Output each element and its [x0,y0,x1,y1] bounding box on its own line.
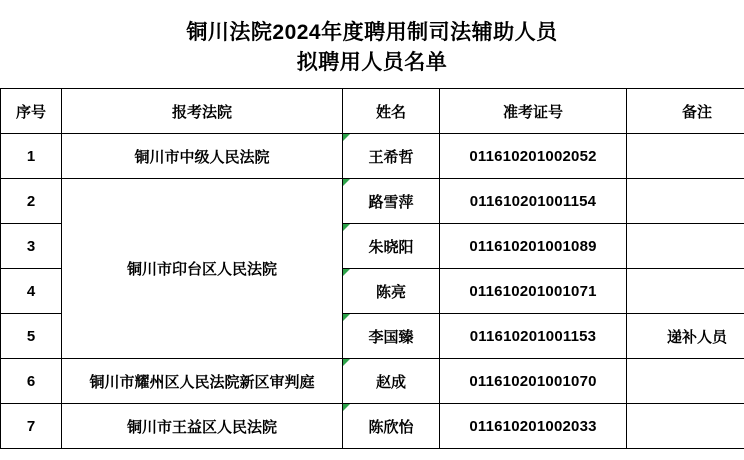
cell-ticket: 011610201001154 [440,179,627,224]
document-title [0,0,744,88]
title-line-1: 铜川法院2024年度聘用制司法辅助人员 [186,21,558,44]
cell-name: 陈欣怡 [343,404,440,449]
appointment-list-table [0,88,744,449]
cell-seq: 2 [1,179,62,224]
header-court: 报考法院 [62,89,343,134]
cell-seq: 3 [1,224,62,269]
table-row [1,359,744,404]
cell-ticket: 011610201002033 [440,404,627,449]
cell-ticket: 011610201001089 [440,224,627,269]
cell-remark [627,269,744,314]
cell-seq: 7 [1,404,62,449]
cell-court-merged: 铜川市印台区人民法院 [62,179,343,359]
table-row [1,134,744,179]
cell-ticket: 011610201001153 [440,314,627,359]
cell-court: 铜川市耀州区人民法院新区审判庭 [62,359,343,404]
cell-name: 朱晓阳 [343,224,440,269]
cell-ticket: 011610201001071 [440,269,627,314]
cell-name: 王希哲 [343,134,440,179]
header-ticket: 准考证号 [440,89,627,134]
header-name: 姓名 [343,89,440,134]
cell-name: 李国臻 [343,314,440,359]
cell-name: 路雪萍 [343,179,440,224]
cell-remark [627,224,744,269]
cell-remark: 递补人员 [627,314,744,359]
cell-remark [627,179,744,224]
title-line-2: 拟聘用人员名单 [296,51,448,74]
cell-seq: 1 [1,134,62,179]
cell-remark [627,359,744,404]
cell-seq: 5 [1,314,62,359]
cell-seq: 4 [1,269,62,314]
table-row [1,404,744,449]
table-header-row [1,89,744,134]
table-row [1,179,744,224]
cell-seq: 6 [1,359,62,404]
cell-name: 赵成 [343,359,440,404]
cell-name: 陈亮 [343,269,440,314]
cell-remark [627,134,744,179]
header-remark: 备注 [627,89,744,134]
cell-ticket: 011610201002052 [440,134,627,179]
cell-court: 铜川市王益区人民法院 [62,404,343,449]
cell-ticket: 011610201001070 [440,359,627,404]
cell-court: 铜川市中级人民法院 [62,134,343,179]
header-seq: 序号 [1,89,62,134]
cell-remark [627,404,744,449]
